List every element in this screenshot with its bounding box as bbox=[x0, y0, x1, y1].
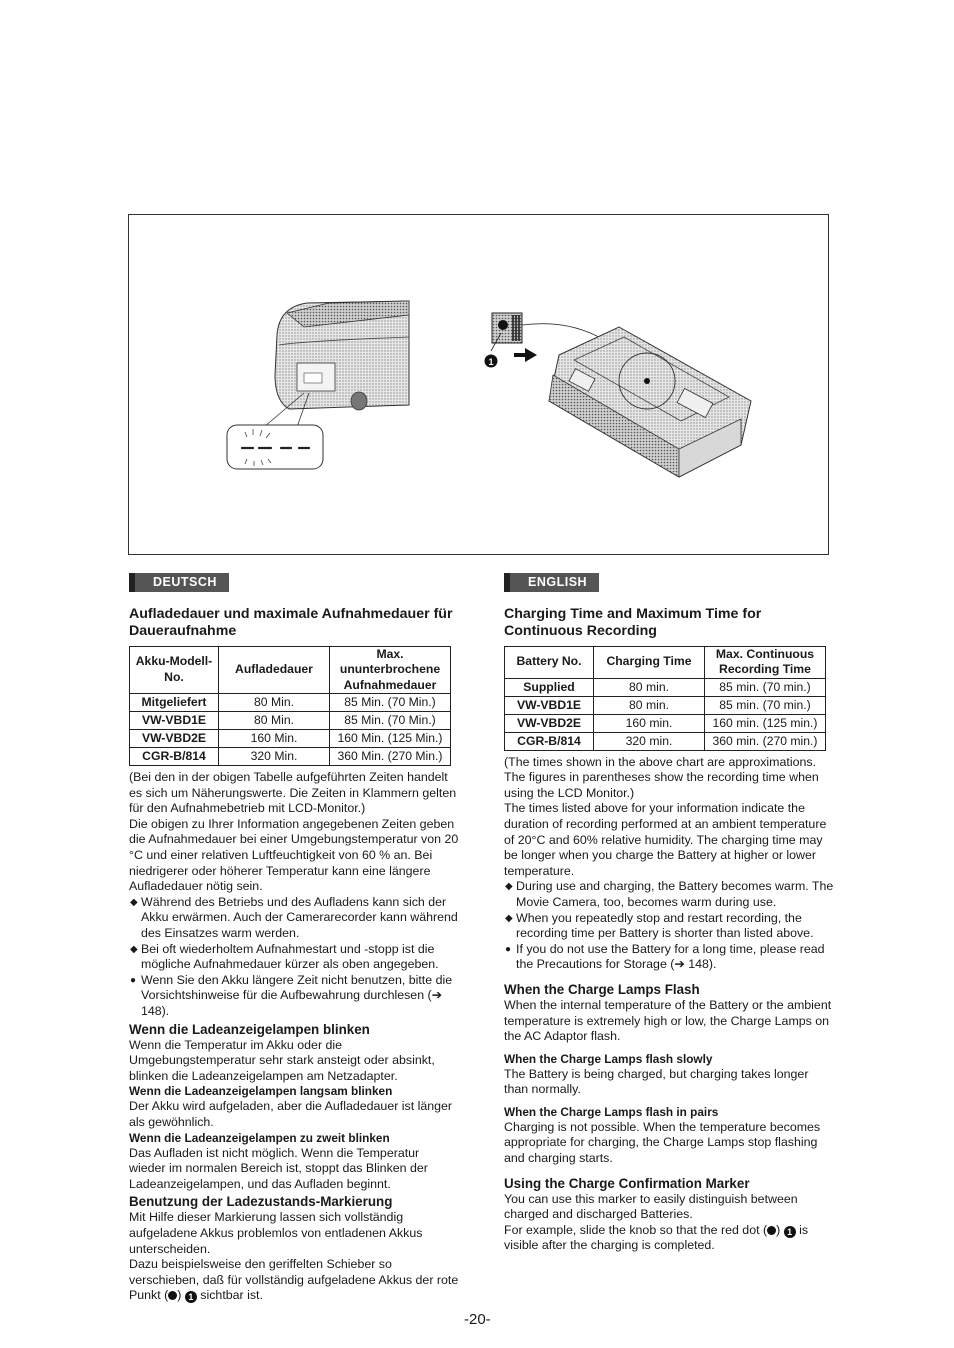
list-item: ● Wenn Sie den Akku längere Zeit nicht benutzen, bitte die Vorsichtshinweise für die Aufbewahrung durchlesen (➔ 148). bbox=[130, 972, 453, 1018]
subsection-title: Benutzung der Ladezustands-Markierung bbox=[129, 1194, 393, 1210]
list-item: ◆ During use and charging, the Battery becomes warm. The Movie Camera, too, becomes warm during use. bbox=[505, 879, 834, 909]
paragraph: When the internal temperature of the Battery or the ambient temperature is extremely high or low, the Charge Lamps on the AC Adaptor flash. bbox=[504, 997, 832, 1044]
table-row bbox=[130, 748, 451, 766]
illustration-frame bbox=[128, 214, 829, 555]
conditions-note: The times listed above for your information indicate the duration of recording performed at an ambient temperature of 20°C and 60% relative humidity. The charging time may be longer when you charge the Battery at higher or lower temperature. bbox=[504, 801, 827, 878]
table-cell: VW-VBD1E bbox=[505, 696, 594, 714]
table-header: Battery No. bbox=[505, 646, 594, 678]
table-cell: 80 Min. bbox=[219, 694, 330, 712]
table-cell: 85 min. (70 min.) bbox=[705, 678, 826, 696]
ac-adaptor-drawing bbox=[227, 301, 409, 469]
table-header: Charging Time bbox=[594, 646, 705, 678]
paragraph: Charging is not possible. When the temperature becomes appropriate for charging, the Charge Lamps stop flashing and charging starts. bbox=[504, 1119, 821, 1166]
table-cell: 160 min. bbox=[594, 714, 705, 732]
table-row bbox=[130, 730, 451, 748]
table-note: (The times shown in the above chart are approximations. The figures in parentheses show the recording time when using the LCD Monitor.) bbox=[504, 754, 819, 800]
table-header-row bbox=[505, 646, 826, 678]
table-cell: 320 Min. bbox=[219, 748, 330, 766]
table-cell: 80 min. bbox=[594, 696, 705, 714]
subsection-title: Wenn die Ladeanzeigelampen langsam blinken bbox=[129, 1084, 393, 1099]
charging-time-table bbox=[129, 646, 451, 767]
german-column bbox=[129, 573, 459, 1304]
table-cell: 360 Min. (270 Min.) bbox=[330, 748, 451, 766]
notes-list bbox=[129, 895, 459, 1020]
battery-illustration bbox=[129, 215, 828, 554]
paragraph: Wenn die Temperatur im Akku oder die Umgebungstemperatur sehr stark ansteigt oder absinkt, blinken die Ladeanzeigelampen am Netzadapter. bbox=[129, 1037, 435, 1083]
table-cell: 320 min. bbox=[594, 732, 705, 750]
table-cell: 80 min. bbox=[594, 678, 705, 696]
paragraph: You can use this marker to easily distinguish between charged and discharged Batteries. bbox=[504, 1191, 798, 1222]
round-bullet-icon: ● bbox=[130, 974, 137, 986]
subsection-title: Using the Charge Confirmation Marker bbox=[504, 1175, 750, 1191]
list-item: ◆ Bei oft wiederholtem Aufnahmestart und -stopp ist die mögliche Aufnahmedauer kürzer als oben angegeben. bbox=[130, 941, 439, 972]
subsection-title: Wenn die Ladeanzeigelampen zu zweit blinken bbox=[129, 1130, 390, 1145]
section-title: Charging Time and Maximum Time for Continuous Recording bbox=[504, 605, 762, 640]
table-cell: 160 min. (125 min.) bbox=[705, 714, 826, 732]
diamond-bullet-icon: ◆ bbox=[505, 881, 513, 893]
table-cell: VW-VBD2E bbox=[130, 730, 219, 748]
table-row bbox=[505, 732, 826, 750]
table-row bbox=[505, 696, 826, 714]
red-dot-icon bbox=[168, 1291, 177, 1300]
table-row bbox=[130, 712, 451, 730]
step-number-icon: 1 bbox=[784, 1226, 796, 1238]
table-header: Max. ununterbrochene Aufnahmedauer bbox=[330, 646, 451, 694]
table-cell: Supplied bbox=[505, 678, 594, 696]
language-tag: ENGLISH bbox=[504, 573, 599, 592]
conditions-note: Die obigen zu Ihrer Information angegebenen Zeiten geben die Aufnahmedauer bei einer Umgebungstemperatur von 20 °C und einer relativen Luftfeuchtigkeit von 60 % an. Bei niedrigerer oder höherer Temperatur kann eine längere Aufladedauer nötig sein. bbox=[129, 816, 459, 894]
list-item: ◆ Während des Betriebs und des Aufladens kann sich der Akku erwärmen. Auch der Camerarecorder kann während des Einsatzes warm werden. bbox=[130, 894, 458, 941]
table-cell: 85 min. (70 min.) bbox=[705, 696, 826, 714]
battery-drawing bbox=[491, 313, 751, 477]
table-row bbox=[505, 678, 826, 696]
table-header: Akku-Modell-No. bbox=[130, 646, 219, 694]
subsection-title: Wenn die Ladeanzeigelampen blinken bbox=[129, 1021, 370, 1037]
table-cell: 360 min. (270 min.) bbox=[705, 732, 826, 750]
paragraph: For example, slide the knob so that the red dot ( ) 1 is visible after the charging is completed. bbox=[504, 1222, 809, 1253]
subsection-title: When the Charge Lamps Flash bbox=[504, 981, 700, 997]
diamond-bullet-icon: ◆ bbox=[130, 896, 138, 908]
table-cell: 80 Min. bbox=[219, 712, 330, 730]
table-header: Aufladedauer bbox=[219, 646, 330, 694]
table-cell: 85 Min. (70 Min.) bbox=[330, 712, 451, 730]
charging-time-table bbox=[504, 646, 826, 751]
paragraph: Das Aufladen ist nicht möglich. Wenn die Temperatur wieder im normalen Bereich ist, stoppt das Blinken der Ladeanzeigelampen, und das Aufladen beginnt. bbox=[129, 1145, 428, 1191]
section-title: Aufladedauer und maximale Aufnahmedauer für Daueraufnahme bbox=[129, 605, 453, 640]
table-cell: 160 Min. (125 Min.) bbox=[330, 730, 451, 748]
table-note: (Bei den in der obigen Tabelle aufgeführten Zeiten handelt es sich um Näherungswerte. Die Zeiten in Klammern gelten für den Aufnahmebetrieb mit LCD-Monitor.) bbox=[129, 770, 457, 816]
diamond-bullet-icon: ◆ bbox=[505, 912, 513, 924]
subsection-title: When the Charge Lamps flash slowly bbox=[504, 1051, 713, 1066]
table-cell: VW-VBD2E bbox=[505, 714, 594, 732]
table-row bbox=[505, 714, 826, 732]
step-number-icon: 1 bbox=[185, 1291, 197, 1303]
red-dot-icon bbox=[767, 1226, 776, 1235]
paragraph: The Battery is being charged, but charging takes longer than normally. bbox=[504, 1066, 809, 1097]
table-row bbox=[130, 694, 451, 712]
paragraph: Der Akku wird aufgeladen, aber die Aufladedauer ist länger als gewöhnlich. bbox=[129, 1099, 453, 1129]
list-item: ● If you do not use the Battery for a long time, please read the Precautions for Storage (➔ 148). bbox=[505, 941, 825, 972]
subsection-title: When the Charge Lamps flash in pairs bbox=[504, 1104, 719, 1119]
paragraph: Mit Hilfe dieser Markierung lassen sich vollständig aufgeladene Akkus problemlos von entladenen Akkus unterscheiden. bbox=[129, 1210, 423, 1256]
table-header-row bbox=[130, 646, 451, 694]
table-cell: CGR-B/814 bbox=[130, 748, 219, 766]
language-tag: DEUTSCH bbox=[129, 573, 229, 592]
step-marker-1 bbox=[485, 355, 498, 368]
list-item: ◆ When you repeatedly stop and restart recording, the recording time per Battery is shorter than listed above. bbox=[505, 910, 814, 941]
table-header: Max. Continuous Recording Time bbox=[705, 646, 826, 678]
diamond-bullet-icon: ◆ bbox=[130, 943, 138, 955]
english-column bbox=[504, 573, 834, 1254]
round-bullet-icon: ● bbox=[505, 943, 512, 955]
table-cell: Mitgeliefert bbox=[130, 694, 219, 712]
table-cell: VW-VBD1E bbox=[130, 712, 219, 730]
notes-list bbox=[504, 879, 834, 973]
page-number: -20- bbox=[464, 1311, 491, 1328]
table-cell: CGR-B/814 bbox=[505, 732, 594, 750]
paragraph: Dazu beispielsweise den geriffelten Schieber so verschieben, daß für vollständig aufgeladene Akkus der rote Punkt ( ) 1 sichtbar ist. bbox=[129, 1257, 459, 1303]
svg-text:1: 1 bbox=[488, 357, 494, 367]
table-cell: 85 Min. (70 Min.) bbox=[330, 694, 451, 712]
table-cell: 160 Min. bbox=[219, 730, 330, 748]
